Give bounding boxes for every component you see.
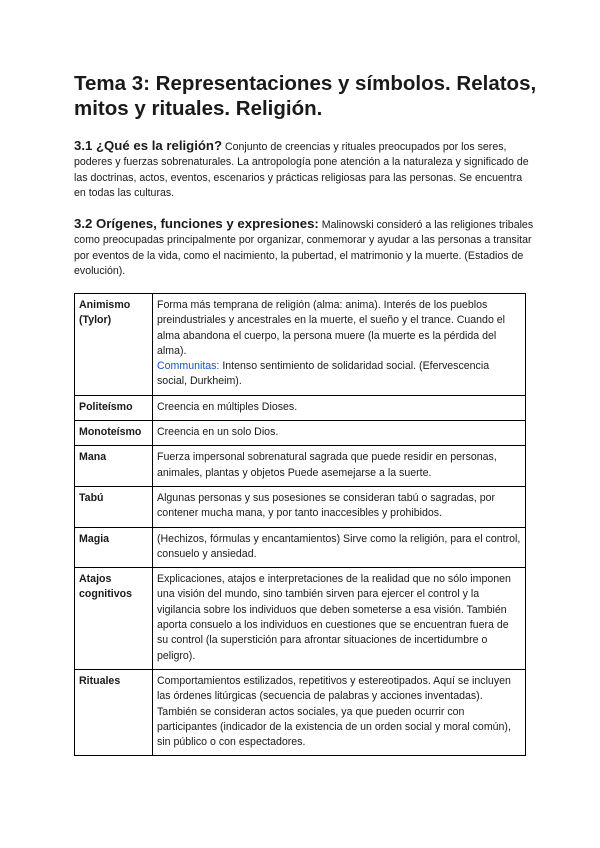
section-heading: 3.2 Orígenes, funciones y expresiones: xyxy=(74,216,319,231)
section-text: Malinowski consideró a las religiones tribales como preocupadas principalmente por organizar, conmemorar y ayudar a las personas a transitar por eventos de la vida, como el nacimiento, la pubertad, el matrimonio y la muerte. (Estadios de evolución). xyxy=(74,219,534,277)
definition-cell: Creencia en un solo Dios. xyxy=(153,421,526,446)
section-religion-definition xyxy=(74,138,534,201)
term-cell: Politeísmo xyxy=(75,395,153,420)
section-heading: 3.1 ¿Qué es la religión? xyxy=(74,138,223,153)
table-row xyxy=(75,527,526,568)
term-cell: Tabú xyxy=(75,486,153,527)
definition-text: Forma más temprana de religión (alma: anima). Interés de los pueblos preindustriales y ancestrales en la muerte, el sueño y el trance. Cuando el alma abandona el cuerpo, la persona muere (la muerte es la pérdida del alma). xyxy=(157,299,506,357)
concepts-table xyxy=(74,293,526,756)
communitas-link[interactable]: Communitas: xyxy=(157,360,220,373)
table-row xyxy=(75,421,526,446)
definition-cell: (Hechizos, fórmulas y encantamientos) Sirve como la religión, para el control, consuelo y ansiedad. xyxy=(153,527,526,568)
definition-cell xyxy=(153,294,526,396)
term-cell: Monoteísmo xyxy=(75,421,153,446)
definition-cell: Creencia en múltiples Dioses. xyxy=(153,395,526,420)
table-row xyxy=(75,669,526,755)
table-row xyxy=(75,294,526,396)
term-cell: Magia xyxy=(75,527,153,568)
table-row xyxy=(75,446,526,487)
table-row xyxy=(75,486,526,527)
term-cell: Rituales xyxy=(75,669,153,755)
definition-cell: Explicaciones, atajos e interpretaciones de la realidad que no sólo imponen una visión del mundo, sino también sirven para ejercer el control y la vigilancia sobre los individuos que deben someterse a esa visión. También aporta consuelo a los individuos en cuestiones que se encuentran fuera de su control (la superstición para afrontar situaciones de incertidumbre o peligro). xyxy=(153,568,526,670)
definition-text: Intenso sentimiento de solidaridad social. (Efervescencia social, Durkheim). xyxy=(157,360,490,388)
definition-cell: Algunas personas y sus posesiones se consideran tabú o sagradas, por contener mucha mana, y por tanto inaccesibles y prohibidos. xyxy=(153,486,526,527)
section-text: Conjunto de creencias y rituales preocupados por los seres, poderes y fuerzas sobrenaturales. La antropología pone atención a la naturaleza y significado de las doctrinas, actos, eventos, escenarios y prácticas religiosas para las personas. Se encuentra en todas las culturas. xyxy=(74,141,529,199)
term-cell: Atajos cognitivos xyxy=(75,568,153,670)
section-origins xyxy=(74,216,534,279)
table-row xyxy=(75,395,526,420)
term-cell: Animismo (Tylor) xyxy=(75,294,153,396)
page-title: Tema 3: Representaciones y símbolos. Relatos, mitos y rituales. Religión. xyxy=(74,72,537,120)
table-row xyxy=(75,568,526,670)
definition-cell: Comportamientos estilizados, repetitivos y estereotipados. Aquí se incluyen las órdenes litúrgicas (secuencia de palabras y acciones inventadas). También se consideran actos sociales, ya que pueden ocurrir con participantes (indicador de la existencia de un orden social y moral común), sin público o con espectadores. xyxy=(153,669,526,755)
term-cell: Mana xyxy=(75,446,153,487)
definition-cell: Fuerza impersonal sobrenatural sagrada que puede residir en personas, animales, plantas y objetos Puede asemejarse a la suerte. xyxy=(153,446,526,487)
